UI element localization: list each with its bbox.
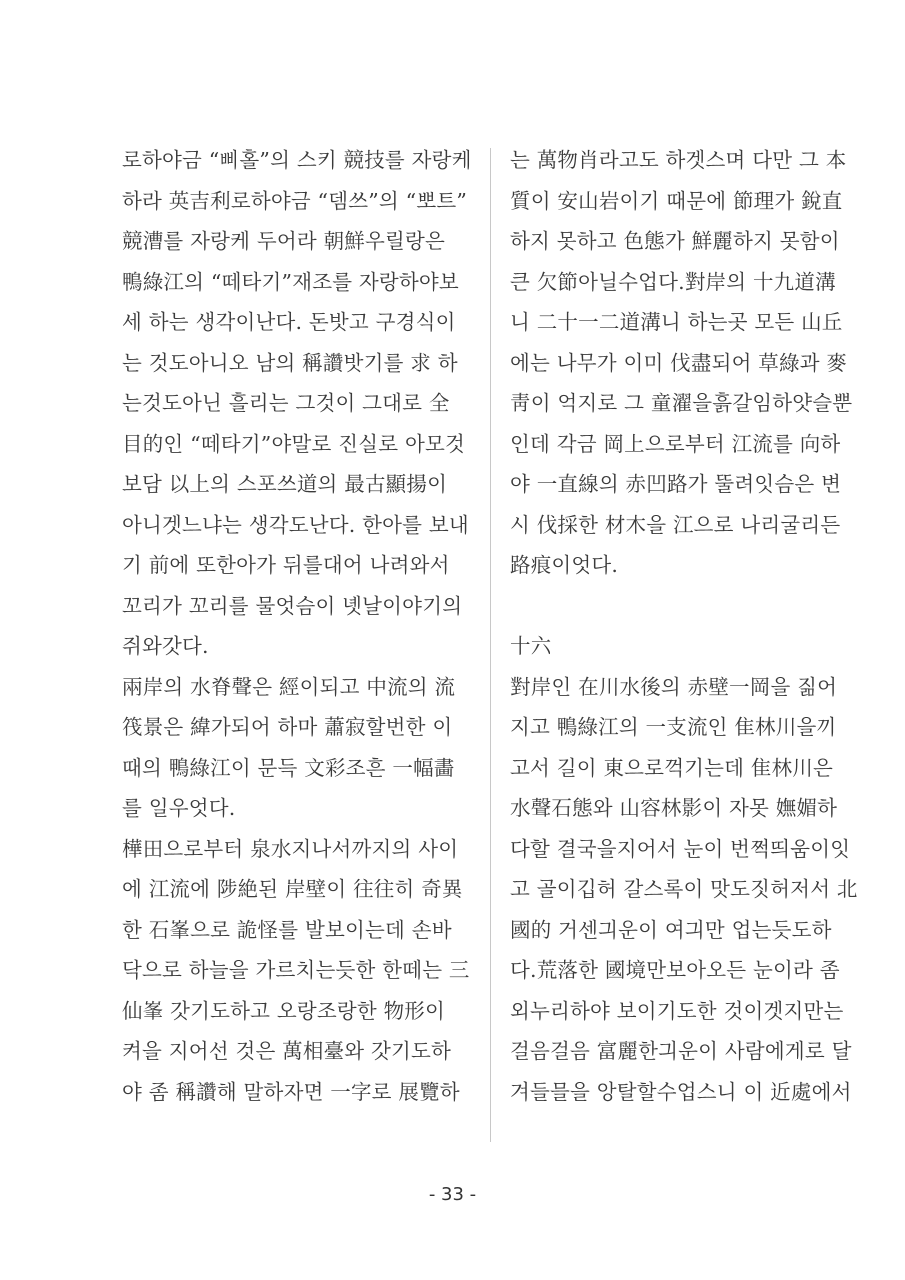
right-column-top-text [510, 140, 862, 586]
text-line: 하지 못하고 色態가 鮮麗하지 못함이 [510, 229, 840, 253]
text-line: 때의 鴨綠江이 문득 文彩조흔 一幅畵 [122, 755, 455, 780]
text-line: 路痕이엇다. [510, 553, 619, 577]
text-line: 세 하는 생각이난다. 돈밧고 구경식이 [122, 310, 456, 334]
page-number: - 33 - [428, 1184, 477, 1205]
text-line: 켜을 지어선 것은 萬相臺와 갓기도하 [122, 1039, 452, 1063]
text-line: 筏景은 緯가되어 하마 蕭寂할번한 이 [122, 715, 453, 739]
right-column-bottom-text [510, 667, 862, 1113]
text-line: 시 伐採한 材木을 江으로 나리굴리든 [510, 512, 841, 537]
text-line: 競漕를 자랑케 두어라 朝鮮우릴랑은 [122, 229, 445, 253]
text-line: 는것도아닌 흘리는 그것이 그대로 全 [122, 391, 450, 415]
text-line: 는 萬物肖라고도 하겟스며 다만 그 本 [510, 148, 847, 172]
left-column [122, 140, 474, 1112]
text-line: 는 것도아니오 남의 稱讚밧기를 求 하 [122, 350, 458, 375]
text-line: 쥐와갓다. [122, 634, 209, 658]
text-line: 외누리하야 보이기도한 것이겟지만는 [510, 998, 844, 1023]
text-line: 다.荒落한 國境만보아오든 눈이라 좀 [510, 958, 840, 982]
text-line: 를 일우엇다. [122, 796, 236, 820]
text-line: 樺田으로부터 泉水지나서까지의 사이 [122, 836, 459, 861]
text-line: 걸음걸음 富麗한긔운이 사람에게로 달 [510, 1039, 852, 1063]
text-line: 兩岸의 水脊聲은 經이되고 中流의 流 [122, 674, 456, 699]
text-line: 水聲石態와 山容林影이 자못 嫵媚하 [510, 796, 838, 820]
text-line: 한 石峯으로 詭怪를 발보이는데 손바 [122, 917, 452, 942]
text-line: 다할 결국을지어서 눈이 번쩍띄움이잇 [510, 836, 851, 861]
text-line: 야 一直線의 赤凹路가 뚤려잇슴은 변 [510, 472, 842, 496]
text-line: 인데 각금 岡上으로부터 江流를 向하 [510, 431, 841, 456]
text-line: 靑이 억지로 그 童濯을흙갈임하얏슬뿐 [510, 391, 853, 415]
text-line: 고 골이깁허 갈스록이 맛도짓허저서 北 [510, 877, 858, 901]
text-line: 니 二十一二道溝니 하는곳 모든 山丘 [510, 310, 843, 334]
text-line: 지고 鴨綠江의 一支流인 隹林川을끼 [510, 715, 837, 739]
text-line: 鴨綠江의 “떼타기”재조를 자랑하야보 [122, 269, 459, 294]
text-line: 큰 欠節아닐수업다.對岸의 十九道溝 [510, 269, 836, 294]
text-line: 야 좀 稱讚해 말하자면 一字로 展覽하 [122, 1079, 460, 1104]
text-line: 仙峯 갓기도하고 오랑조랑한 物形이 [122, 998, 445, 1023]
text-line: 에 江流에 陟絶된 岸壁이 往往히 奇異 [122, 877, 463, 901]
text-line: 에는 나무가 이미 伐盡되어 草綠과 麥 [510, 350, 848, 375]
text-line: 目的인 “떼타기”야말로 진실로 아모것 [122, 431, 465, 456]
column-divider [490, 148, 491, 1142]
text-line: 꼬리가 꼬리를 물엇슴이 녯날이야기의 [122, 593, 463, 618]
text-line: 質이 安山岩이기 때문에 節理가 銳直 [510, 188, 843, 213]
section-gap [510, 586, 862, 627]
text-line: 닥으로 하늘을 가르치는듯한 한떼는 三 [122, 958, 470, 982]
text-line: 고서 길이 東으로꺽기는데 隹林川은 [510, 755, 833, 780]
text-line: 로하야금 “삐홀”의 스키 競技를 자랑케 [122, 148, 472, 172]
text-line: 기 前에 또한아가 뒤를대어 나려와서 [122, 553, 450, 577]
text-line: 하라 英吉利로하야금 “뎀쓰”의 “뽀트” [122, 188, 468, 213]
section-number: 十六 [510, 634, 552, 658]
text-line: 겨들믈을 앙탈할수업스니 이 近處에서 [510, 1079, 852, 1104]
text-line: 아니겟느냐는 생각도난다. 한아를 보내 [122, 512, 469, 537]
text-line: 國的 거센긔운이 여긔만 업는듯도하 [510, 917, 832, 942]
text-line: 보담 以上의 스포쓰道의 最古顯揚이 [122, 472, 448, 496]
text-line: 對岸인 在川水後의 赤壁一岡을 짊어 [510, 674, 838, 699]
right-column [510, 140, 862, 1112]
